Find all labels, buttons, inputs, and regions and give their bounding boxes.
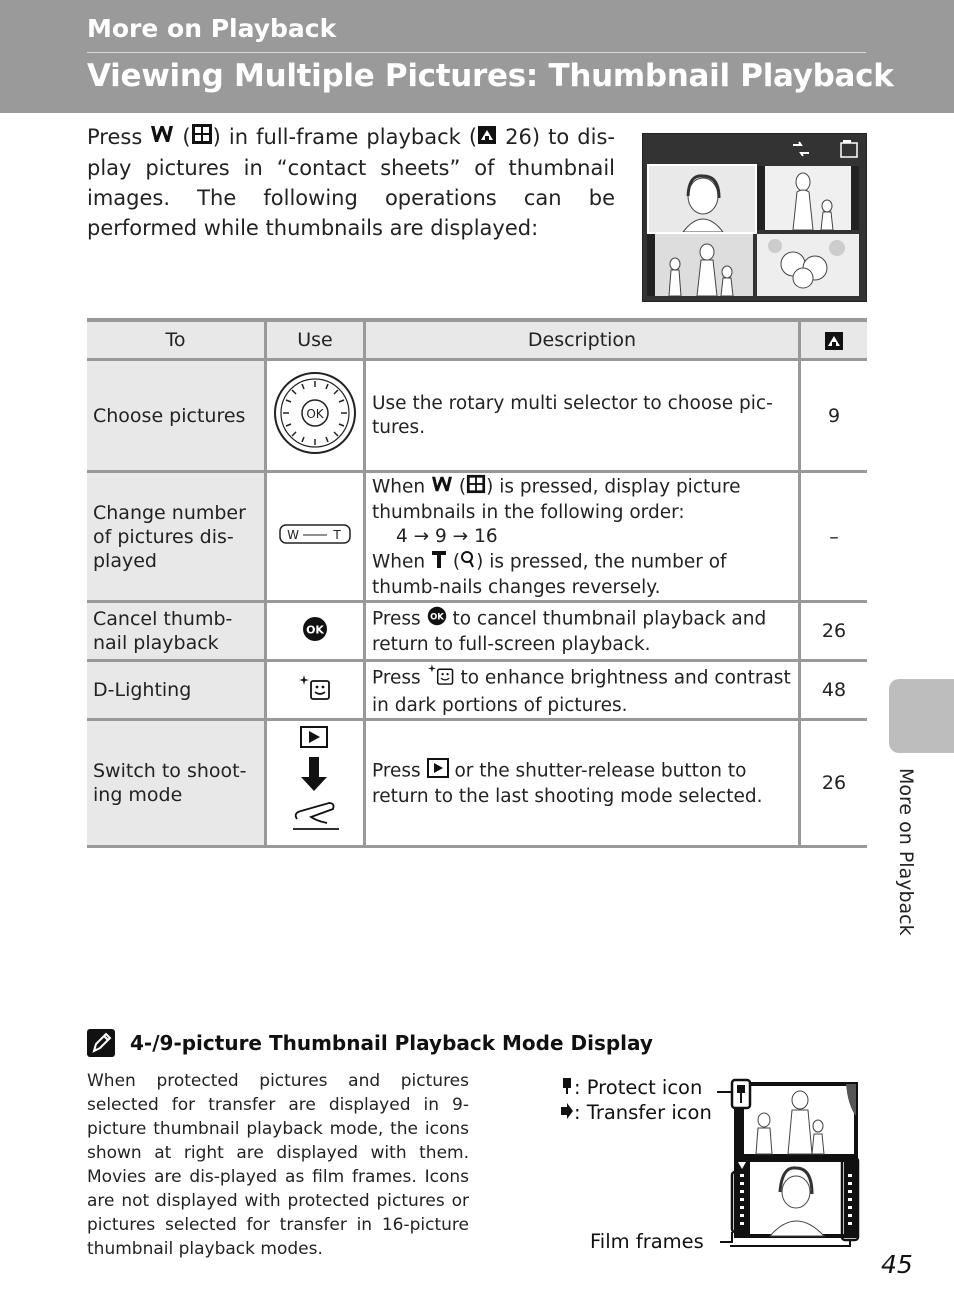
ok-button-icon [302, 616, 328, 642]
protect-icon [560, 1076, 574, 1101]
row-page-ref: – [800, 472, 868, 602]
playback-zoom-icon [460, 549, 476, 576]
row-page-ref: 26 [800, 602, 868, 661]
row-description: Press OK to cancel thumbnail playback and return to full-screen playback. [365, 602, 800, 661]
thumbnail-mother-child[interactable] [757, 166, 859, 230]
transfer-legend: : Transfer icon [560, 1101, 712, 1126]
svg-text:W: W [287, 528, 299, 542]
row-description: Press to enhance brightness and contrast in dark portions of pictures. [365, 661, 800, 720]
table-row [87, 602, 867, 661]
thumbnail-mode-display-illustration [700, 1076, 870, 1256]
chapter-tab [889, 679, 954, 753]
row-action: Choose pictures [87, 360, 266, 472]
table-row [87, 661, 867, 720]
row-action: Switch to shoot-ing mode [87, 720, 266, 847]
zoom-w-icon [150, 123, 174, 153]
header-divider [87, 52, 866, 53]
note-body: When protected pictures and pictures selected for transfer are displayed in 9-picture thumbnail playback mode, the icons shown at right are displayed with them. Movies are dis-played as film frames. Icons are not displayed with protected pictures or pictures selected for transfer in 16-picture thumbnail playback modes. [87, 1071, 469, 1259]
row-control [266, 472, 365, 602]
page-reference-icon [477, 123, 497, 153]
operations-table [87, 318, 867, 848]
transfer-icon [560, 1101, 574, 1126]
play-button-icon [427, 758, 449, 785]
table-row [87, 472, 867, 602]
table-header-row [87, 320, 867, 360]
ok-button-icon [427, 606, 447, 633]
row-page-ref: 9 [800, 360, 868, 472]
header-to: To [87, 320, 266, 360]
section-title: More on Playback [87, 14, 337, 43]
zoom-t-icon [431, 549, 447, 576]
thumbnail-family[interactable] [647, 234, 753, 296]
row-control [266, 602, 365, 661]
table-row [87, 360, 867, 472]
chapter-side-label: More on Playback [895, 768, 917, 936]
zoom-w-icon [431, 474, 453, 501]
svg-text:T: T [333, 528, 341, 542]
row-control [266, 360, 365, 472]
d-lighting-icon [427, 663, 455, 694]
thumbnail-flowers[interactable] [757, 234, 859, 296]
header-description: Description [365, 320, 800, 360]
svg-text:OK: OK [429, 610, 444, 621]
rotary-multi-selector-icon [273, 371, 357, 455]
row-description: When ( ) is pressed, display picture thumbnails in the following order: 4 → 9 → 16 When ( ) is pressed, the number of thumb-nails changes reversely. [365, 472, 800, 602]
row-action: Cancel thumb-nail playback [87, 602, 266, 661]
svg-text:OK: OK [306, 407, 324, 421]
thumbnail-portrait[interactable] [647, 164, 757, 234]
row-description: Use the rotary multi selector to choose pic-tures. [365, 360, 800, 472]
film-frames-legend: Film frames [590, 1230, 704, 1253]
row-page-ref: 26 [800, 720, 868, 847]
page-number: 45 [881, 1250, 913, 1279]
d-lighting-icon [298, 674, 332, 702]
table-row [87, 720, 867, 847]
svg-text:OK: OK [306, 623, 324, 636]
intro-paragraph: Press ( ) in full-frame playback ( 26) to dis-play pictures in “contact sheets” of thumbnail images. The following operations can be performed while thumbnails are displayed: [87, 125, 615, 240]
header-use: Use [266, 320, 365, 360]
row-control [266, 661, 365, 720]
zoom-lever-icon [279, 523, 351, 545]
page-title: Viewing Multiple Pictures: Thumbnail Playback [87, 58, 894, 94]
row-action: D-Lighting [87, 661, 266, 720]
note-title: 4-/9-picture Thumbnail Playback Mode Display [130, 1031, 653, 1055]
note-pencil-icon [87, 1029, 115, 1057]
row-action: Change number of pictures dis-played [87, 472, 266, 602]
transfer-status-icon [791, 141, 811, 157]
thumbnail-grid-icon [191, 123, 213, 153]
row-page-ref: 48 [800, 661, 868, 720]
row-description: Press or the shutter-release button to return to the last shooting mode selected. [365, 720, 800, 847]
camera-monitor-illustration [642, 133, 867, 302]
page-header [0, 0, 954, 113]
header-page-reference [800, 320, 868, 360]
thumbnail-order: 4 → 9 → 16 [396, 525, 498, 547]
playback-shutter-icon [283, 725, 347, 837]
page-reference-icon [824, 331, 844, 351]
row-control [266, 720, 365, 847]
thumbnail-grid-icon [466, 474, 486, 501]
protect-legend: : Protect icon [560, 1076, 702, 1101]
internal-memory-icon [839, 139, 859, 159]
